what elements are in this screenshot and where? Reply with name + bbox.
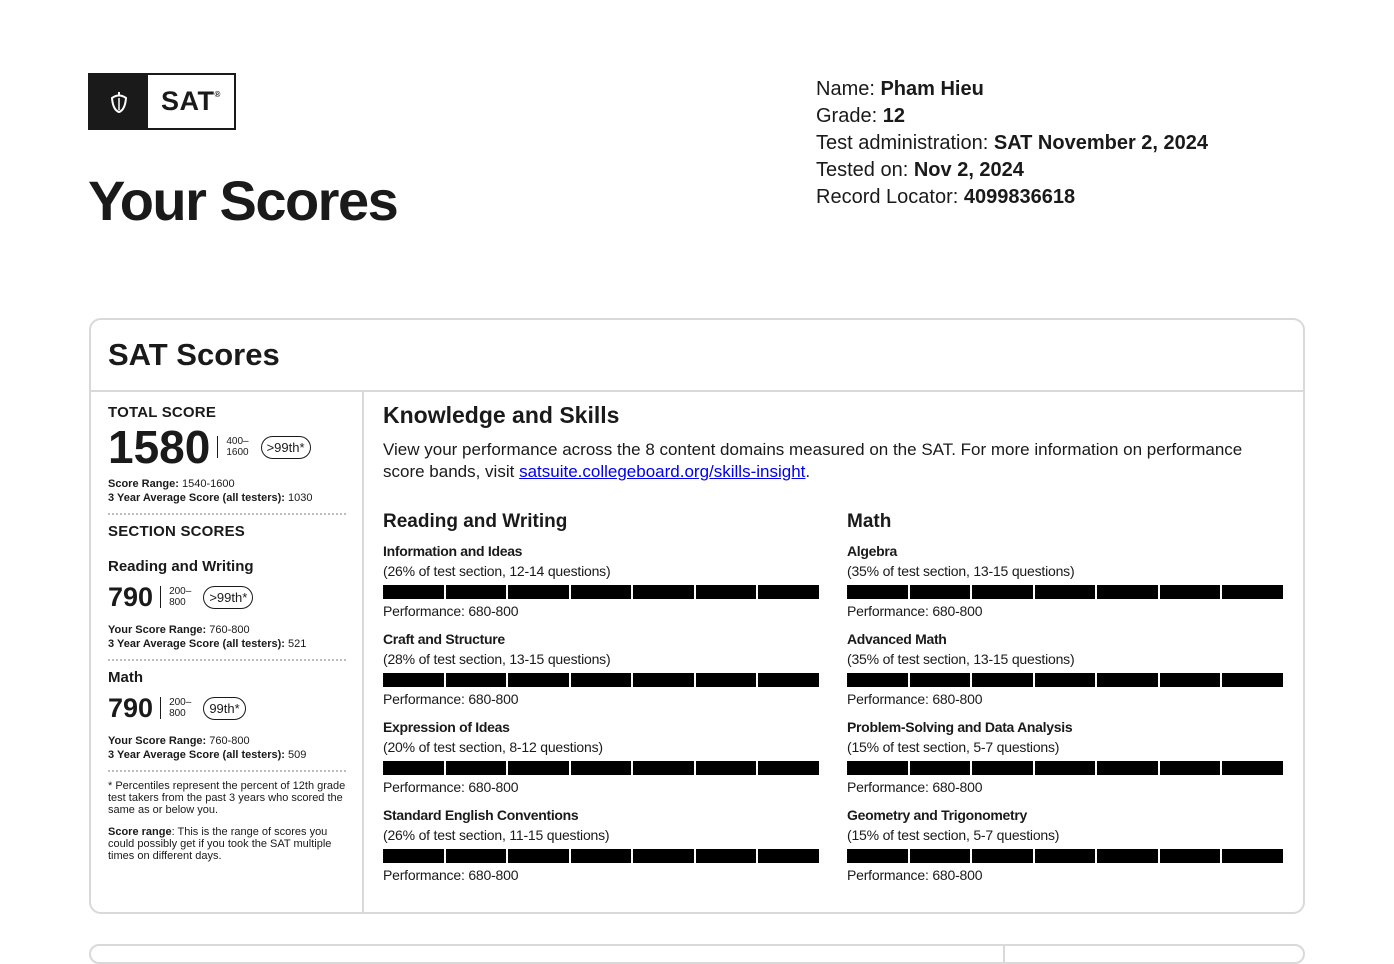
domain-performance: Performance: 680-800 bbox=[847, 603, 983, 619]
acorn-icon bbox=[90, 75, 148, 128]
domain-item bbox=[847, 543, 1283, 631]
total-score: 1580 bbox=[108, 421, 211, 473]
domain-item bbox=[383, 719, 819, 807]
domain-name: Algebra bbox=[847, 543, 898, 559]
performance-segment bbox=[758, 761, 819, 775]
performance-segment bbox=[508, 673, 569, 687]
domain-description: (26% of test section, 12-14 questions) bbox=[383, 563, 611, 579]
domain-name: Geometry and Trigonometry bbox=[847, 807, 1027, 823]
domain-performance: Performance: 680-800 bbox=[847, 867, 983, 883]
performance-segment bbox=[847, 673, 908, 687]
performance-segment bbox=[1097, 761, 1158, 775]
performance-segment bbox=[633, 849, 694, 863]
total-score-line bbox=[108, 421, 346, 473]
sat-scores-card bbox=[89, 318, 1305, 914]
performance-segment bbox=[571, 761, 632, 775]
domain-performance: Performance: 680-800 bbox=[383, 779, 519, 795]
domain-name: Information and Ideas bbox=[383, 543, 523, 559]
domain-item bbox=[383, 543, 819, 631]
domain-performance: Performance: 680-800 bbox=[847, 691, 983, 707]
performance-segment bbox=[571, 673, 632, 687]
domain-item bbox=[847, 631, 1283, 719]
performance-segment bbox=[508, 761, 569, 775]
performance-segment bbox=[446, 673, 507, 687]
domain-description: (35% of test section, 13-15 questions) bbox=[847, 563, 1075, 579]
card-title: SAT Scores bbox=[91, 320, 1303, 392]
math-percentile-badge: 99th* bbox=[203, 697, 245, 720]
performance-segment bbox=[1097, 585, 1158, 599]
rw-score-scale: 200– 800 bbox=[160, 586, 191, 608]
performance-bar bbox=[383, 849, 819, 863]
domain-description: (15% of test section, 5-7 questions) bbox=[847, 739, 1060, 755]
performance-segment bbox=[972, 585, 1033, 599]
ks-title: Knowledge and Skills bbox=[383, 402, 620, 428]
record-locator: 4099836618 bbox=[963, 186, 1076, 208]
performance-segment bbox=[508, 585, 569, 599]
divider bbox=[108, 770, 346, 772]
scores-column: TOTAL SCORE 1580 400– 1600 >99th* Score Range: 1540-1600 3 Year Average Score (all testers): 1030 SECTION SCORES Reading and Writing 790 200– 800 >99th* Your Score Range: 760-800 3 Year Average Score (all testers): 521 Math 790 200– 800 99th* Your Score Range: 760-800 3 Year Average Score (all testers): 509 * Percentiles represent the percent of 12th grade test takers from the past 3 years who scored the same as or below you. Score range: This is the range of scores you could possibly get if you took the SAT multiple times on different days. bbox=[91, 392, 364, 912]
rw-score-line bbox=[108, 581, 346, 613]
performance-segment bbox=[696, 673, 757, 687]
performance-segment bbox=[571, 585, 632, 599]
section-name-rw: Reading and Writing bbox=[108, 558, 254, 575]
domain-item bbox=[383, 807, 819, 895]
domain-performance: Performance: 680-800 bbox=[383, 867, 519, 883]
performance-segment bbox=[972, 849, 1033, 863]
skills-insight-link[interactable]: satsuite.collegeboard.org/skills-insight bbox=[519, 462, 806, 481]
performance-segment bbox=[910, 849, 971, 863]
math-domains bbox=[847, 511, 1283, 895]
domain-description: (15% of test section, 5-7 questions) bbox=[847, 827, 1060, 843]
performance-segment bbox=[696, 849, 757, 863]
domain-name: Advanced Math bbox=[847, 631, 947, 647]
performance-segment bbox=[1035, 585, 1096, 599]
performance-segment bbox=[847, 761, 908, 775]
performance-segment bbox=[633, 585, 694, 599]
logo-wordmark: SAT ® bbox=[161, 86, 221, 116]
performance-segment bbox=[1160, 585, 1221, 599]
ks-description: View your performance across the 8 content domains measured on the SAT. For more information on performance score bands, visit satsuite.collegeboard.org/skills-insight. bbox=[383, 440, 1243, 481]
domain-description: (35% of test section, 13-15 questions) bbox=[847, 651, 1075, 667]
performance-segment bbox=[696, 761, 757, 775]
performance-segment bbox=[1035, 761, 1096, 775]
math-score: 790 bbox=[108, 693, 154, 723]
performance-segment bbox=[383, 585, 444, 599]
total-score-caption: TOTAL SCORE bbox=[108, 404, 217, 421]
domain-performance: Performance: 680-800 bbox=[847, 779, 983, 795]
rw-domains-title: Reading and Writing bbox=[383, 511, 568, 532]
performance-segment bbox=[508, 849, 569, 863]
performance-segment bbox=[696, 585, 757, 599]
domain-name: Standard English Conventions bbox=[383, 807, 579, 823]
performance-bar bbox=[383, 761, 819, 775]
divider bbox=[108, 659, 346, 661]
performance-segment bbox=[758, 585, 819, 599]
performance-segment bbox=[1160, 849, 1221, 863]
performance-segment bbox=[1222, 585, 1283, 599]
student-name: Pham Hieu bbox=[880, 78, 984, 100]
performance-segment bbox=[446, 849, 507, 863]
performance-segment bbox=[633, 673, 694, 687]
student-grade: 12 bbox=[882, 105, 905, 127]
performance-segment bbox=[910, 585, 971, 599]
domain-item bbox=[383, 631, 819, 719]
performance-segment bbox=[972, 761, 1033, 775]
domain-item bbox=[847, 807, 1283, 895]
math-score-scale: 200– 800 bbox=[160, 697, 191, 719]
math-score-line bbox=[108, 692, 346, 724]
performance-bar bbox=[383, 673, 819, 687]
performance-segment bbox=[446, 761, 507, 775]
performance-segment bbox=[972, 673, 1033, 687]
domain-name: Craft and Structure bbox=[383, 631, 505, 647]
domain-name: Problem-Solving and Data Analysis bbox=[847, 719, 1073, 735]
percentile-note: * Percentiles represent the percent of 12th grade test takers from the past 3 years who scored the same as or below you. bbox=[108, 780, 346, 816]
domain-description: (26% of test section, 11-15 questions) bbox=[383, 827, 610, 843]
performance-segment bbox=[910, 761, 971, 775]
performance-segment bbox=[847, 849, 908, 863]
performance-segment bbox=[1222, 849, 1283, 863]
divider bbox=[108, 513, 346, 515]
domain-description: (20% of test section, 8-12 questions) bbox=[383, 739, 603, 755]
performance-segment bbox=[847, 585, 908, 599]
performance-segment bbox=[910, 673, 971, 687]
performance-bar bbox=[847, 585, 1283, 599]
performance-segment bbox=[1222, 673, 1283, 687]
performance-segment bbox=[1035, 849, 1096, 863]
rw-domains bbox=[383, 511, 819, 895]
domain-description: (28% of test section, 13-15 questions) bbox=[383, 651, 611, 667]
performance-segment bbox=[1160, 673, 1221, 687]
domain-item bbox=[847, 719, 1283, 807]
performance-segment bbox=[1097, 673, 1158, 687]
knowledge-skills bbox=[383, 392, 1283, 895]
test-administration: SAT November 2, 2024 bbox=[993, 132, 1209, 154]
performance-segment bbox=[383, 673, 444, 687]
performance-segment bbox=[1160, 761, 1221, 775]
performance-segment bbox=[383, 849, 444, 863]
domain-name: Expression of Ideas bbox=[383, 719, 510, 735]
tested-on: Nov 2, 2024 bbox=[913, 159, 1024, 181]
total-score-scale: 400– 1600 bbox=[217, 436, 248, 458]
performance-segment bbox=[1035, 673, 1096, 687]
section-scores-caption: SECTION SCORES bbox=[108, 523, 245, 540]
domain-performance: Performance: 680-800 bbox=[383, 691, 519, 707]
performance-bar bbox=[383, 585, 819, 599]
math-domains-title: Math bbox=[847, 511, 892, 532]
rw-percentile-badge: >99th* bbox=[203, 586, 253, 609]
performance-segment bbox=[1222, 761, 1283, 775]
performance-segment bbox=[633, 761, 694, 775]
performance-bar bbox=[847, 761, 1283, 775]
performance-segment bbox=[383, 761, 444, 775]
score-range-note: Score range: This is the range of scores you could possibly get if you took the SAT multiple times on different days. bbox=[108, 826, 332, 862]
section-name-math: Math bbox=[108, 669, 143, 686]
page-title: Your Scores bbox=[88, 169, 398, 232]
student-info: Name: Pham Hieu Grade: 12 Test administration: SAT November 2, 2024 Tested on: Nov 2, 2024 Record Locator: 4099836618 bbox=[816, 78, 1209, 208]
total-score-range: 1540-1600 bbox=[181, 478, 235, 490]
performance-segment bbox=[1097, 849, 1158, 863]
performance-segment bbox=[758, 849, 819, 863]
performance-segment bbox=[758, 673, 819, 687]
total-percentile-badge: >99th* bbox=[261, 436, 311, 459]
rw-score: 790 bbox=[108, 582, 154, 612]
domain-performance: Performance: 680-800 bbox=[383, 603, 519, 619]
performance-segment bbox=[446, 585, 507, 599]
performance-segment bbox=[571, 849, 632, 863]
next-card bbox=[89, 944, 1305, 964]
performance-bar bbox=[847, 673, 1283, 687]
performance-bar bbox=[847, 849, 1283, 863]
sat-logo bbox=[88, 73, 236, 130]
total-average: 1030 bbox=[287, 492, 313, 504]
